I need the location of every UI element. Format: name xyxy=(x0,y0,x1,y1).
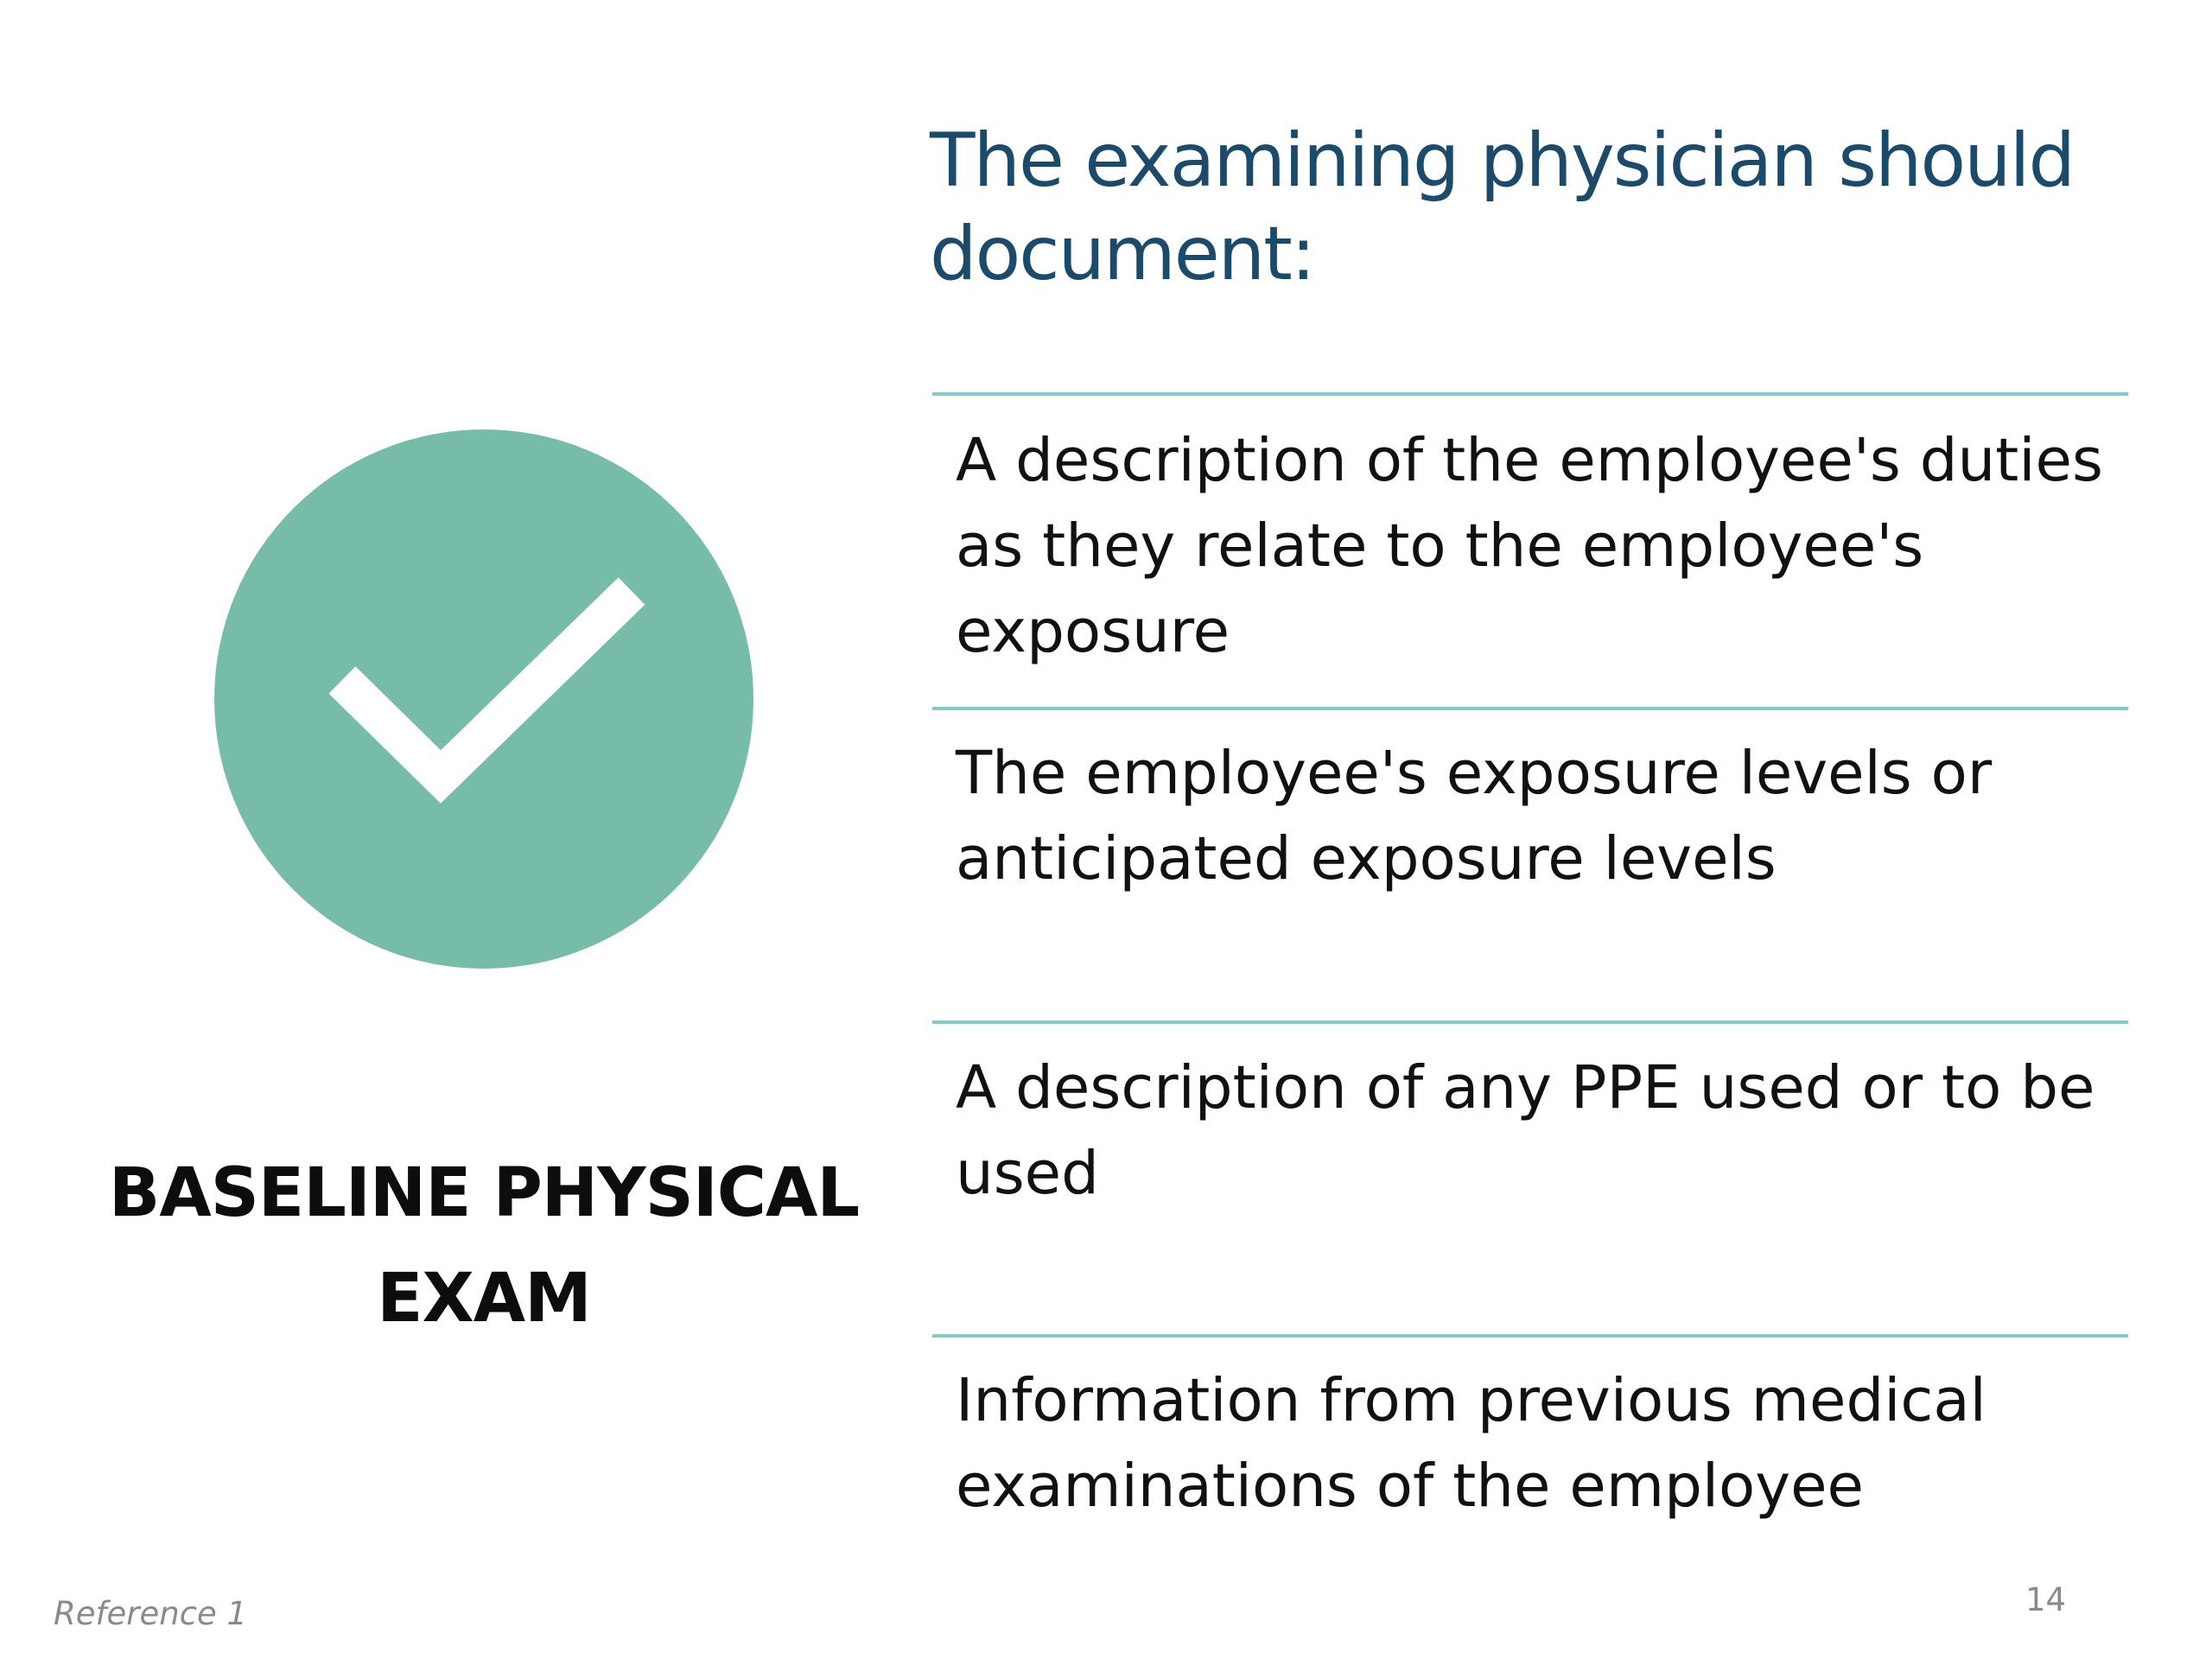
list-item-ppe: A description of any PPE used or to be used xyxy=(956,1053,2095,1208)
divider-4 xyxy=(932,1334,2128,1338)
page-number: 14 xyxy=(2025,1581,2067,1618)
reference-note: Reference 1 xyxy=(54,1595,248,1632)
divider-1 xyxy=(932,392,2128,396)
checkmark-icon xyxy=(214,429,753,969)
list-item-duties: A description of the employee's duties as they relate to the employee's exposure xyxy=(956,426,2103,666)
divider-3 xyxy=(932,1020,2128,1024)
section-title: BASELINE PHYSICAL EXAM xyxy=(108,1154,860,1338)
list-item-previous-exams: Information from previous medical examinations of the employee xyxy=(956,1366,1986,1521)
slide-heading: The examining physician should document: xyxy=(930,118,2075,297)
divider-2 xyxy=(932,707,2128,710)
list-item-exposure-levels: The employee's exposure levels or anticipated exposure levels xyxy=(956,739,1993,893)
checkmark-circle-icon xyxy=(214,429,753,969)
